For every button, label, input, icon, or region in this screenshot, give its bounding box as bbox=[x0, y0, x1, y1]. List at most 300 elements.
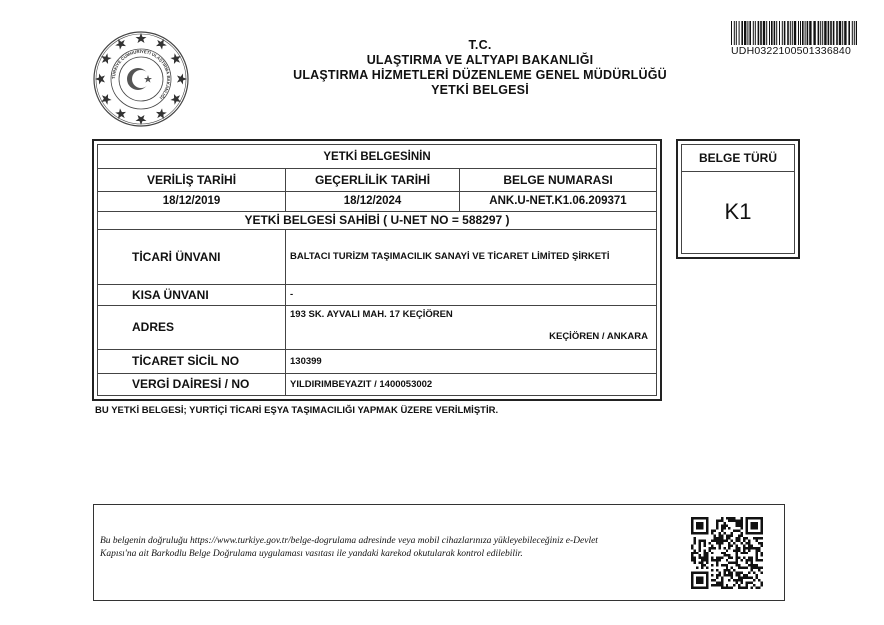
qr-module bbox=[703, 564, 705, 566]
barcode-bar bbox=[774, 21, 776, 45]
qr-module bbox=[726, 539, 728, 541]
barcode-bar bbox=[753, 21, 754, 45]
barcode-bar bbox=[741, 21, 743, 45]
qr-module bbox=[741, 582, 743, 584]
qr-module bbox=[728, 569, 730, 571]
qr-module bbox=[738, 534, 740, 536]
qr-module bbox=[743, 544, 745, 546]
qr-module bbox=[723, 522, 725, 524]
qr-module bbox=[693, 537, 695, 539]
qr-module bbox=[713, 537, 715, 539]
barcode-bar bbox=[744, 21, 746, 45]
qr-module bbox=[718, 542, 720, 544]
barcode-bar bbox=[805, 21, 806, 45]
qr-module bbox=[746, 542, 748, 544]
issue-date-value: 18/12/2019 bbox=[162, 195, 221, 207]
qr-module bbox=[721, 542, 723, 544]
verification-line-2: Kapısı'na ait Barkodlu Belge Doğrulama uygulaması vasıtası ile yandaki karekod okutularak kontrol edilebilir. bbox=[100, 549, 523, 559]
address-line2: KEÇİÖREN / ANKARA bbox=[549, 330, 648, 342]
qr-module bbox=[761, 552, 763, 554]
qr-module bbox=[751, 522, 758, 529]
qr-module bbox=[721, 582, 723, 584]
qr-module bbox=[733, 529, 735, 531]
barcode-bar bbox=[836, 21, 838, 45]
qr-module bbox=[698, 549, 700, 551]
qr-module bbox=[738, 522, 740, 524]
qr-module bbox=[738, 519, 740, 521]
qr-module bbox=[723, 552, 725, 554]
qr-module bbox=[753, 584, 755, 586]
barcode-bar bbox=[818, 21, 820, 45]
qr-module bbox=[736, 572, 738, 574]
qr-module bbox=[753, 572, 755, 574]
qr-module bbox=[731, 544, 733, 546]
qr-module bbox=[703, 557, 705, 559]
qr-module bbox=[753, 564, 755, 566]
qr-module bbox=[703, 542, 705, 544]
qr-module bbox=[723, 539, 725, 541]
qr-module bbox=[758, 567, 760, 569]
authorization-table bbox=[92, 139, 662, 401]
qr-module bbox=[721, 534, 723, 536]
barcode-bar bbox=[749, 21, 751, 45]
qr-module bbox=[723, 572, 725, 574]
qr-module bbox=[751, 564, 753, 566]
qr-module bbox=[718, 519, 720, 521]
qr-module bbox=[713, 584, 715, 586]
qr-module bbox=[711, 547, 713, 549]
qr-module bbox=[738, 537, 740, 539]
barcode-bar bbox=[776, 21, 777, 45]
qr-module bbox=[721, 527, 723, 529]
qr-module bbox=[733, 579, 735, 581]
qr-module bbox=[741, 517, 743, 519]
barcode-bar bbox=[782, 21, 783, 45]
qr-module bbox=[691, 559, 693, 561]
qr-module bbox=[746, 559, 748, 561]
qr-module bbox=[736, 564, 738, 566]
barcode-bar bbox=[842, 21, 843, 45]
barcode-bar bbox=[787, 21, 789, 45]
qr-module bbox=[693, 539, 695, 541]
qr-module bbox=[703, 559, 705, 561]
barcode-bar bbox=[784, 21, 786, 45]
qr-module bbox=[698, 544, 700, 546]
qr-module bbox=[721, 557, 723, 559]
qr-module bbox=[726, 569, 728, 571]
qr-module bbox=[741, 559, 743, 561]
qr-module bbox=[738, 577, 740, 579]
qr-module bbox=[758, 579, 760, 581]
header-ministry: ULAŞTIRMA VE ALTYAPI BAKANLIĞI bbox=[366, 53, 594, 67]
qr-module bbox=[761, 559, 763, 561]
qr-module bbox=[716, 539, 718, 541]
qr-module bbox=[728, 527, 730, 529]
qr-module bbox=[758, 587, 760, 589]
qr-module bbox=[726, 517, 728, 519]
qr-module bbox=[758, 537, 760, 539]
qr-module bbox=[746, 567, 748, 569]
qr-module bbox=[756, 587, 758, 589]
qr-module bbox=[756, 552, 758, 554]
barcode-bar bbox=[833, 21, 835, 45]
qr-module bbox=[758, 549, 760, 551]
qr-module bbox=[736, 519, 738, 521]
qr-module bbox=[736, 544, 738, 546]
barcode-bar bbox=[848, 21, 850, 45]
qr-module bbox=[736, 547, 738, 549]
qr-module bbox=[756, 559, 758, 561]
qr-module bbox=[721, 577, 723, 579]
barcode-bar bbox=[856, 21, 857, 45]
qr-module bbox=[741, 572, 743, 574]
qr-module bbox=[751, 577, 753, 579]
qr-module bbox=[748, 549, 750, 551]
qr-module bbox=[726, 584, 728, 586]
qr-module bbox=[723, 569, 725, 571]
document-type-value: K1 bbox=[724, 199, 752, 224]
qr-module bbox=[733, 517, 735, 519]
qr-module bbox=[753, 567, 755, 569]
qr-module bbox=[746, 547, 748, 549]
barcode-graphic bbox=[731, 21, 857, 45]
qr-module bbox=[726, 564, 728, 566]
qr-module bbox=[738, 587, 740, 589]
qr-module bbox=[701, 567, 703, 569]
qr-module bbox=[743, 574, 745, 576]
qr-module bbox=[731, 574, 733, 576]
qr-module bbox=[721, 537, 723, 539]
qr-module bbox=[718, 582, 720, 584]
holder-header: YETKİ BELGESİ SAHİBİ ( U-NET NO = 588297 ) bbox=[244, 213, 510, 227]
qr-module bbox=[741, 519, 743, 521]
qr-module bbox=[726, 537, 728, 539]
barcode-bar bbox=[731, 21, 732, 45]
qr-module bbox=[738, 584, 740, 586]
qr-module bbox=[736, 554, 738, 556]
qr-module bbox=[711, 574, 713, 576]
qr-module bbox=[761, 537, 763, 539]
qr-module bbox=[693, 552, 695, 554]
verification-text bbox=[100, 535, 670, 561]
qr-module bbox=[691, 557, 693, 559]
qr-module bbox=[721, 579, 723, 581]
barcode-number: UDH0322100501336840 bbox=[731, 45, 851, 57]
qr-module bbox=[706, 552, 708, 554]
validity-date-header: GEÇERLİLİK TARİHİ bbox=[314, 172, 431, 187]
qr-module bbox=[691, 554, 693, 556]
barcode-bar bbox=[769, 21, 770, 45]
qr-module bbox=[738, 572, 740, 574]
qr-module bbox=[761, 582, 763, 584]
qr-module bbox=[716, 527, 718, 529]
qr-module bbox=[756, 557, 758, 559]
qr-module bbox=[758, 542, 760, 544]
qr-module bbox=[698, 554, 700, 556]
qr-module bbox=[716, 577, 718, 579]
qr-module bbox=[703, 539, 705, 541]
qr-module bbox=[756, 577, 758, 579]
qr-module bbox=[743, 552, 745, 554]
qr-module bbox=[726, 554, 728, 556]
qr-module bbox=[731, 557, 733, 559]
qr-module bbox=[746, 584, 748, 586]
qr-module bbox=[741, 567, 743, 569]
qr-module bbox=[716, 559, 718, 561]
header-directorate: ULAŞTIRMA HİZMETLERİ DÜZENLEME GENEL MÜDÜRLÜĞÜ bbox=[293, 68, 667, 82]
qr-module bbox=[716, 557, 718, 559]
qr-module bbox=[736, 539, 738, 541]
qr-code-icon[interactable] bbox=[691, 517, 763, 589]
qr-module bbox=[726, 559, 728, 561]
qr-module bbox=[721, 552, 723, 554]
qr-module bbox=[741, 534, 743, 536]
barcode-bar bbox=[824, 21, 826, 45]
qr-module bbox=[728, 579, 730, 581]
qr-module bbox=[711, 552, 713, 554]
qr-module bbox=[746, 537, 748, 539]
qr-module bbox=[731, 567, 733, 569]
qr-module bbox=[736, 582, 738, 584]
qr-module bbox=[711, 569, 713, 571]
trade-registry-value: 130399 bbox=[290, 355, 322, 367]
qr-module bbox=[728, 542, 730, 544]
qr-module bbox=[748, 577, 750, 579]
qr-module bbox=[711, 532, 713, 534]
qr-module bbox=[726, 549, 728, 551]
qr-module bbox=[748, 582, 750, 584]
qr-module bbox=[738, 564, 740, 566]
barcode-bar bbox=[755, 21, 756, 45]
qr-module bbox=[691, 547, 693, 549]
barcode-bar bbox=[736, 21, 737, 45]
barcode-bar bbox=[822, 21, 823, 45]
qr-module bbox=[723, 564, 725, 566]
qr-module bbox=[751, 547, 753, 549]
qr-module bbox=[756, 539, 758, 541]
qr-module bbox=[728, 517, 730, 519]
qr-module bbox=[718, 537, 720, 539]
qr-module bbox=[723, 554, 725, 556]
qr-module bbox=[738, 547, 740, 549]
issue-date-header: VERİLİŞ TARİHİ bbox=[146, 172, 237, 187]
qr-module bbox=[718, 572, 720, 574]
barcode-bar bbox=[830, 21, 832, 45]
qr-module bbox=[751, 544, 753, 546]
qr-module bbox=[718, 584, 720, 586]
short-name-label: KISA ÜNVANI bbox=[132, 287, 209, 302]
qr-module bbox=[761, 544, 763, 546]
address-label: ADRES bbox=[132, 320, 175, 334]
qr-module bbox=[693, 542, 695, 544]
qr-module bbox=[716, 582, 718, 584]
qr-module bbox=[756, 567, 758, 569]
qr-module bbox=[731, 519, 733, 521]
qr-module bbox=[743, 567, 745, 569]
seal-ring-text: TÜRKİYE CUMHURİYETİ ULAŞTIRMA BAKANLIĞI bbox=[110, 48, 172, 101]
qr-module bbox=[738, 529, 740, 531]
qr-module bbox=[753, 579, 755, 581]
qr-module bbox=[751, 569, 753, 571]
qr-module bbox=[748, 547, 750, 549]
qr-module bbox=[726, 587, 728, 589]
tax-office-value: YILDIRIMBEYAZIT / 1400053002 bbox=[290, 378, 433, 390]
qr-module bbox=[698, 557, 700, 559]
validity-date-value: 18/12/2024 bbox=[343, 195, 402, 207]
qr-module bbox=[723, 574, 725, 576]
barcode-bar bbox=[771, 21, 773, 45]
qr-module bbox=[716, 574, 718, 576]
qr-module bbox=[696, 522, 703, 529]
qr-module bbox=[706, 562, 708, 564]
qr-module bbox=[741, 579, 743, 581]
qr-module bbox=[696, 567, 698, 569]
qr-module bbox=[716, 537, 718, 539]
qr-module bbox=[736, 559, 738, 561]
qr-module bbox=[728, 572, 730, 574]
qr-module bbox=[711, 559, 713, 561]
qr-module bbox=[711, 539, 713, 541]
qr-module bbox=[718, 559, 720, 561]
verification-line-1: Bu belgenin doğruluğu https://www.turkiye.gov.tr/belge-dogrulama adresinde veya mobil cihazlarınıza yükleyebileceğiniz e-Devlet bbox=[100, 536, 598, 546]
qr-module bbox=[761, 554, 763, 556]
address-line1: 193 SK. AYVALI MAH. 17 KEÇİÖREN bbox=[290, 308, 453, 320]
qr-module bbox=[696, 577, 703, 584]
qr-module bbox=[736, 579, 738, 581]
barcode-bar bbox=[802, 21, 804, 45]
trade-name-label: TİCARİ ÜNVANI bbox=[132, 249, 221, 264]
barcode-bar bbox=[813, 21, 815, 45]
qr-module bbox=[718, 534, 720, 536]
qr-module bbox=[723, 527, 725, 529]
qr-module bbox=[693, 559, 695, 561]
qr-module bbox=[731, 534, 733, 536]
qr-module bbox=[713, 579, 715, 581]
qr-module bbox=[758, 547, 760, 549]
barcode-bar bbox=[800, 21, 801, 45]
table-title: YETKİ BELGESİNİN bbox=[323, 150, 431, 163]
qr-module bbox=[728, 554, 730, 556]
qr-module bbox=[761, 542, 763, 544]
qr-module bbox=[698, 547, 700, 549]
qr-module bbox=[716, 522, 718, 524]
qr-module bbox=[748, 542, 750, 544]
qr-module bbox=[748, 572, 750, 574]
qr-module bbox=[758, 569, 760, 571]
barcode-bar bbox=[844, 21, 846, 45]
qr-module bbox=[736, 552, 738, 554]
qr-module bbox=[733, 519, 735, 521]
qr-module bbox=[708, 547, 710, 549]
qr-module bbox=[706, 554, 708, 556]
qr-module bbox=[761, 567, 763, 569]
qr-module bbox=[746, 574, 748, 576]
barcode-bar bbox=[792, 21, 793, 45]
barcode-bar bbox=[854, 21, 855, 45]
barcode-bar bbox=[747, 21, 748, 45]
qr-module bbox=[738, 567, 740, 569]
qr-module bbox=[733, 584, 735, 586]
barcode-bar bbox=[807, 21, 809, 45]
qr-module bbox=[761, 572, 763, 574]
barcode-bar bbox=[809, 21, 811, 45]
qr-module bbox=[703, 552, 705, 554]
qr-module bbox=[728, 587, 730, 589]
qr-module bbox=[733, 569, 735, 571]
qr-module bbox=[701, 539, 703, 541]
qr-module bbox=[711, 557, 713, 559]
qr-module bbox=[693, 549, 695, 551]
qr-module bbox=[713, 539, 715, 541]
qr-module bbox=[716, 519, 718, 521]
qr-module bbox=[731, 562, 733, 564]
qr-module bbox=[723, 587, 725, 589]
document-header bbox=[200, 38, 760, 98]
qr-module bbox=[743, 539, 745, 541]
qr-module bbox=[736, 522, 738, 524]
qr-module bbox=[723, 547, 725, 549]
qr-module bbox=[736, 574, 738, 576]
qr-module bbox=[693, 557, 695, 559]
qr-module bbox=[743, 587, 745, 589]
qr-module bbox=[713, 534, 715, 536]
qr-module bbox=[691, 544, 693, 546]
qr-module bbox=[756, 537, 758, 539]
qr-module bbox=[718, 547, 720, 549]
qr-module bbox=[718, 539, 720, 541]
qr-module bbox=[721, 517, 723, 519]
qr-module bbox=[738, 574, 740, 576]
qr-module bbox=[741, 552, 743, 554]
qr-module bbox=[708, 542, 710, 544]
qr-module bbox=[743, 537, 745, 539]
qr-module bbox=[728, 519, 730, 521]
ministry-seal-logo bbox=[92, 30, 190, 128]
qr-module bbox=[726, 574, 728, 576]
qr-module bbox=[693, 562, 695, 564]
qr-module bbox=[716, 564, 718, 566]
barcode-bar bbox=[760, 21, 762, 45]
document-type-box bbox=[676, 139, 800, 259]
qr-module bbox=[746, 552, 748, 554]
qr-module bbox=[733, 542, 735, 544]
qr-module bbox=[708, 549, 710, 551]
qr-module bbox=[751, 582, 753, 584]
qr-module bbox=[691, 552, 693, 554]
qr-module bbox=[751, 562, 753, 564]
qr-module bbox=[711, 544, 713, 546]
verification-box bbox=[93, 504, 785, 601]
qr-module bbox=[718, 544, 720, 546]
qr-module bbox=[731, 532, 733, 534]
qr-module bbox=[753, 537, 755, 539]
qr-module bbox=[711, 529, 713, 531]
qr-module bbox=[733, 562, 735, 564]
qr-module bbox=[748, 544, 750, 546]
doc-number-header: BELGE NUMARASI bbox=[503, 172, 613, 187]
qr-module bbox=[738, 579, 740, 581]
qr-module bbox=[733, 549, 735, 551]
barcode-bar bbox=[779, 21, 780, 45]
qr-module bbox=[728, 537, 730, 539]
qr-module bbox=[716, 569, 718, 571]
barcode-bar bbox=[828, 21, 830, 45]
qr-module bbox=[736, 562, 738, 564]
qr-module bbox=[728, 562, 730, 564]
qr-module bbox=[713, 529, 715, 531]
qr-module bbox=[721, 524, 723, 526]
qr-module bbox=[748, 559, 750, 561]
